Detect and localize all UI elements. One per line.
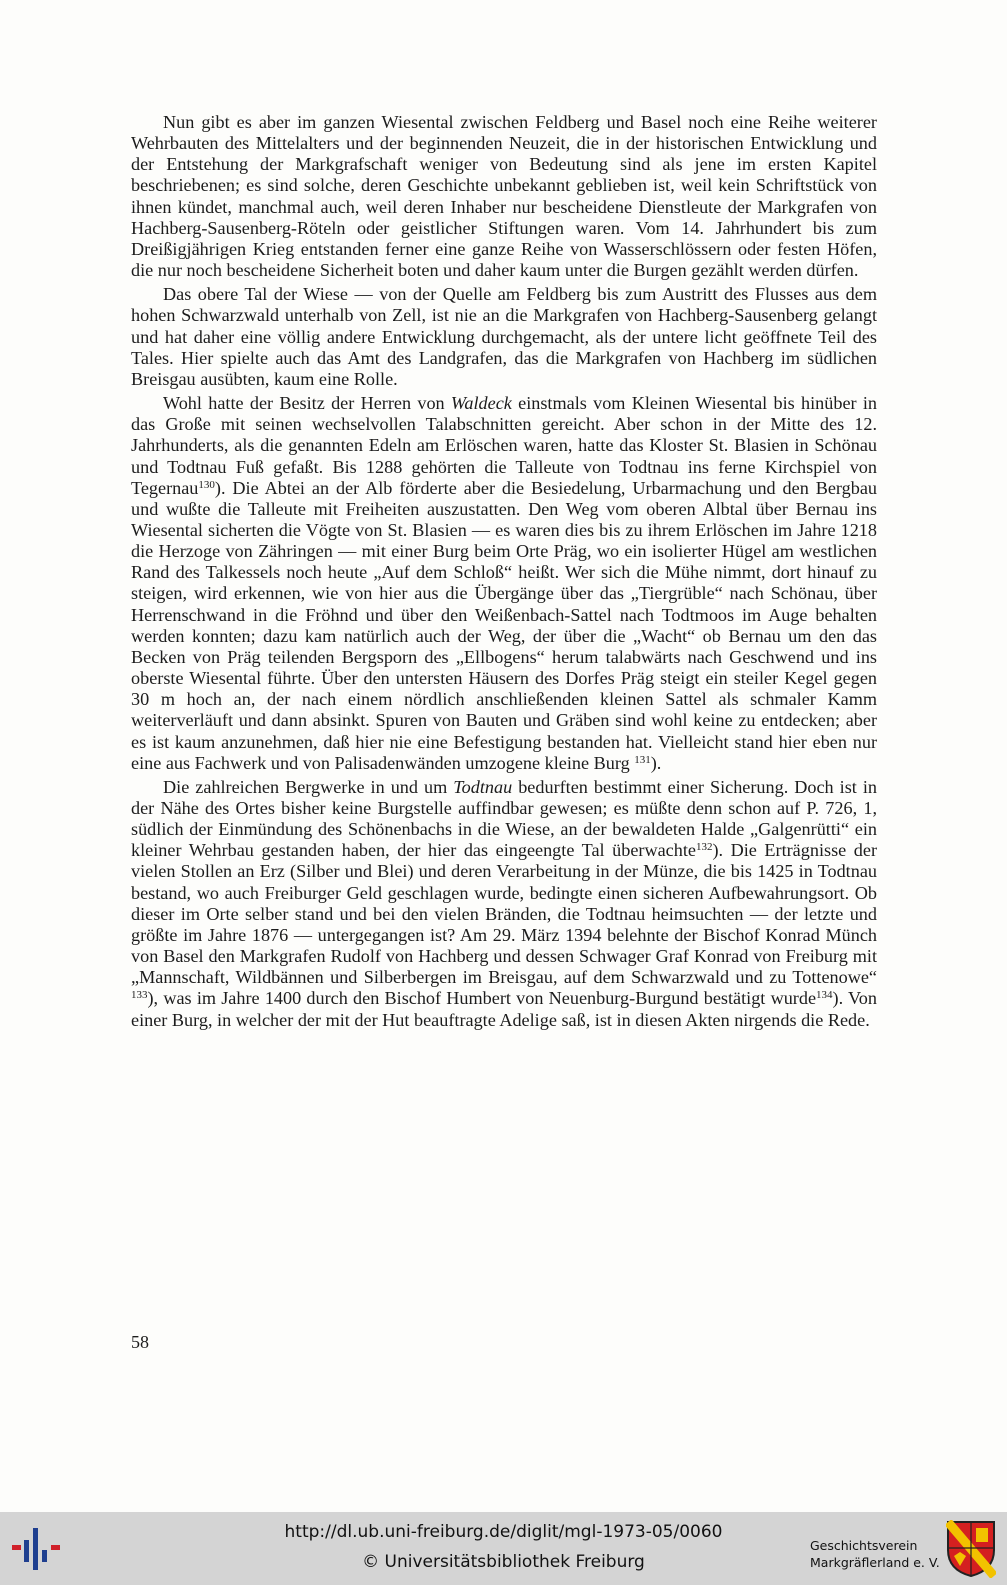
- footnote-ref: 133: [131, 989, 148, 1002]
- paragraph: [131, 112, 877, 281]
- place-name: Todtnau: [453, 776, 513, 797]
- text-run: Wohl hatte der Besitz der Herren von: [163, 393, 451, 414]
- society-name-line1: Geschichtsverein: [810, 1538, 918, 1553]
- footnote-ref: 131: [634, 753, 651, 766]
- copyright-notice: © Universitätsbibliothek Freiburg: [362, 1552, 645, 1572]
- text-run: einstmals vom Kleinen Wiesental bis hinüber in das Große mit seinen wechselvollen Talabschnitten gereicht. Aber schon in der Mitte des 12. Jahrhunderts, als die genannten Edeln am Erlöschen waren, hatte das Kloster St. Blasien in Schönau und Todtnau Fuß gefaßt. Bis 1288 gehörten die Talleute von Todtnau ins ferne Kirchspiel von Tegernau: [131, 393, 877, 498]
- viewer-footer: [0, 1512, 1007, 1585]
- paragraph: [131, 777, 877, 1031]
- body-text: [131, 112, 877, 1034]
- paragraph: [131, 284, 877, 390]
- society-name-line2: Markgräflerland e. V.: [810, 1555, 940, 1570]
- footnote-ref: 134: [816, 989, 833, 1002]
- text-run: ), was im Jahre 1400 durch den Bischof Humbert von Neuenburg-Burgund bestätigt wurde: [147, 988, 817, 1009]
- text-run: ). Die Erträgnisse der vielen Stollen an Erz (Silber und Blei) und deren Verarbeitung in der Münze, die bis 1425 in Todtnau bestand, wo auch Freiburger Geld geschlagen wurde, bedingte einen sicheren Aufbewahrungsort. Ob dieser im Orte selber stand und bei den vielen Bränden, die Todtnau heimsuchten — der letzte und größte im Jahre 1876 — untergegangen ist? Am 29. März 1394 belehnte der Bischof Konrad Münch von Basel den Markgrafen Rudolf von Hachberg und dessen Schwager Graf Konrad von Freiburg mit „Mannschaft, Wildbännen und Silberbergen im Breisgau, auf dem Schwarzwald und zu Tottenowe“: [131, 840, 877, 988]
- coat-of-arms-icon: [946, 1520, 996, 1578]
- footnote-ref: 132: [695, 841, 713, 854]
- permalink-url[interactable]: http://dl.ub.uni-freiburg.de/diglit/mgl-1973-05/0060: [284, 1522, 723, 1542]
- text-run: Nun gibt es aber im ganzen Wiesental zwischen Feldberg und Basel noch eine Reihe weiterer Wehrbauten des Mittelalters und der beginnenden Neuzeit, die in der historischen Entwicklung und der Entstehung der Markgrafschaft weniger von Bedeutung sind als jene im ersten Kapitel beschriebenen; es sind solche, deren Geschichte unbekannt geblieben ist, weil kein Schriftstück von ihnen kündet, manchmal auch, weil deren Inhaber nur bescheidene Dienstleute der Markgrafen von Hachberg-Sausenberg-Röteln oder geistlicher Stiftungen waren. Vom 14. Jahrhundert bis zum Dreißigjährigen Krieg entstanden ferner eine ganze Reihe von Wasserschlössern oder festen Höfen, die nur noch bescheidene Sicherheit boten und daher kaum unter die Burgen gezählt werden dürfen.: [131, 112, 877, 281]
- text-run: Die zahlreichen Bergwerke in und um: [163, 776, 454, 797]
- text-run: ). Von einer Burg, in welcher der mit der Hut beauftragte Adelige saß, ist in diesen Akten nirgends die Rede.: [131, 988, 877, 1030]
- page-number: 58: [131, 1332, 149, 1352]
- society-name: [810, 1537, 940, 1571]
- text-run: bedurften bestimmt einer Sicherung. Doch ist in der Nähe des Ortes bisher keine Burgstelle auffindbar gewesen; es müßte denn schon auf P. 726, 1, südlich der Einmündung des Schönenbachs in die Wiese, an der bewaldeten Halde „Galgenrütti“ ein kleiner Wehrbau gestanden haben, der hier das eingeengte Tal überwachte: [131, 776, 877, 861]
- place-name: Waldeck: [450, 393, 512, 414]
- text-run: ). Die Abtei an der Alb förderte aber die Besiedelung, Urbarmachung und den Bergbau und wußte die Talleute mit Freiheiten auszustatten. Den Weg vom oberen Albtal über Bernau ins Wiesental sicherten die Vögte von St. Blasien — es waren dies bis zu ihrem Erlöschen im Jahre 1218 die Herzoge von Zähringen — mit einer Burg beim Orte Präg, wo ein isolierter Hügel am westlichen Rand des Talkessels noch heute „Auf dem Schloß“ heißt. Wer sich die Mühe nimmt, dort hinauf zu steigen, wird erkennen, wie von hier aus die Übergänge über das „Tiergrüble“ nach Schönau, über Herrenschwand in die Fröhnd und über den Weißenbach-Sattel nach Todtmoos im Auge behalten werden konnten; dazu kam natürlich auch der Weg, der über die „Wacht“ ob Bernau um den das Becken von Präg teilenden Bergsporn des „Ellbogens“ herum talabwärts nach Geschwend und ins oberste Wiesental führte. Über den untersten Häusern des Dorfes Präg steigt ein steiler Kegel gegen 30 m hoch an, der nach einem nördlich anschließenden kleinen Sattel als schmaler Kamm weiterverläuft und dann absinkt. Spuren von Bauten und Gräben sind wohl keine zu entdecken; aber es ist kaum anzunehmen, daß hier nie eine Befestigung bestanden hat. Vielleicht stand hier eben nur eine aus Fachwerk und von Palisadenwänden umzogene kleine Burg: [131, 477, 877, 773]
- text-run: ).: [650, 752, 662, 773]
- text-run: Das obere Tal der Wiese — von der Quelle am Feldberg bis zum Austritt des Flusses aus dem hohen Schwarzwald unterhalb von Zell, ist nie an die Markgrafen von Hachberg-Sausenberg gelangt und hat daher eine völlig andere Entwicklung durchgemacht, als der untere licht geöffnete Teil des Tales. Hier spielte auch das Amt des Landgrafen, das die Markgrafen von Hachberg im südlichen Breisgau ausübten, kaum eine Rolle.: [131, 284, 877, 389]
- paragraph: [131, 393, 877, 774]
- footnote-ref: 130: [198, 478, 215, 491]
